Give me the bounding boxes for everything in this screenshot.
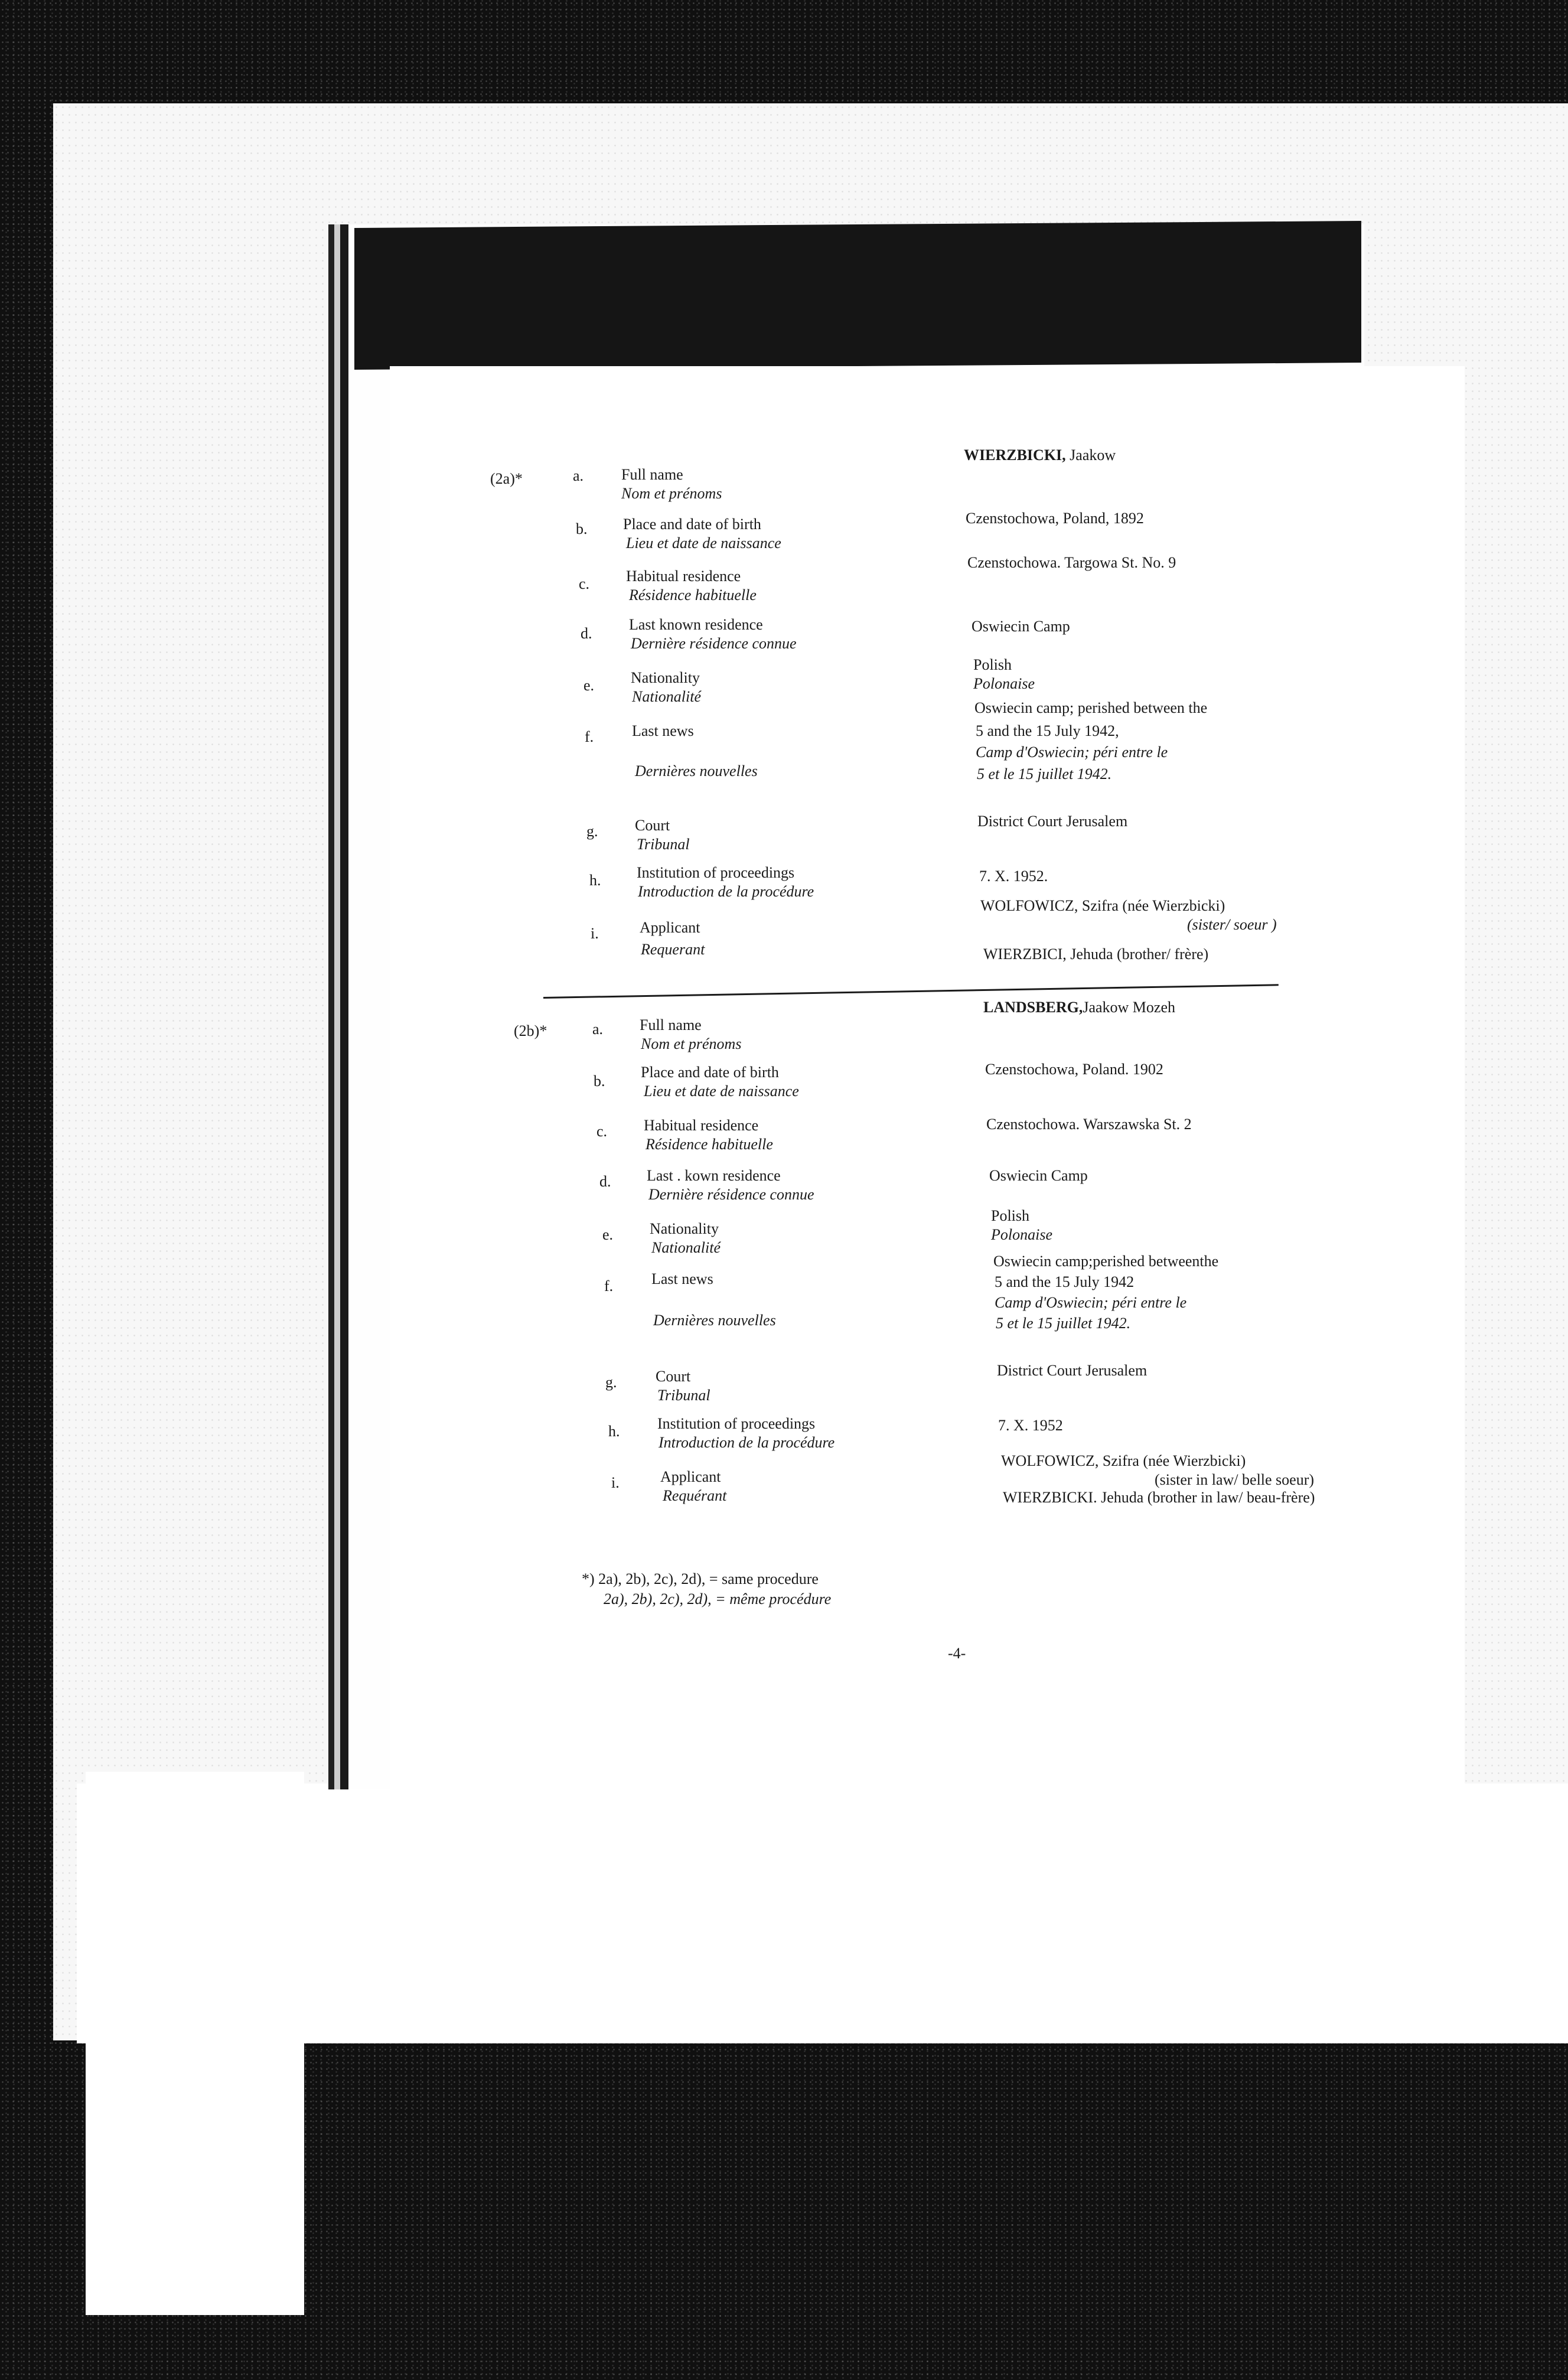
field-value-line2: 5 and the 15 July 1942, [976,722,1119,739]
row-letter: d. [599,1173,611,1190]
field-label-en: Nationality [631,669,700,686]
dark-binding-strip [354,221,1361,370]
field-label-en: Last news [651,1270,713,1287]
row-letter: b. [594,1072,605,1090]
row-letter: e. [583,677,595,694]
given-name: Jaakow [1065,446,1116,464]
section-marker: (2a)* [490,470,523,487]
row-letter: e. [602,1226,614,1243]
given-name: Jaakow Mozeh [1083,999,1176,1016]
field-value-line2: 5 and the 15 July 1942 [995,1273,1135,1290]
field-label-fr: Tribunal [657,1387,710,1404]
field-value: Oswiecin camp; perished between the [974,699,1208,716]
field-value-fr: Polonaise [973,675,1035,692]
field-label-en: Applicant [660,1468,721,1485]
field-label-en: Applicant [640,919,700,936]
field-label-fr: Résidence habituelle [646,1136,773,1153]
field-value: Czenstochowa. Warszawska St. 2 [986,1116,1192,1133]
field-value-fr: Camp d'Oswiecin; péri entre le [976,744,1168,761]
field-label-fr: Nom et prénoms [621,485,722,502]
field-value: Czenstochowa. Targowa St. No. 9 [967,554,1176,571]
field-label-en: Institution of proceedings [637,864,795,881]
lower-left-white-strip [86,1772,304,2315]
row-letter: i. [591,925,599,942]
row-letter: a. [592,1021,604,1038]
field-value: Oswiecin Camp [972,618,1070,635]
field-value-line2: (sister/ soeur ) [1187,916,1277,933]
relationship-text: (sister in law/ belle soeur) [1155,1471,1315,1488]
row-letter: g. [605,1374,617,1391]
field-value: Oswiecin Camp [989,1167,1088,1184]
field-value-fr-line2: 5 et le 15 juillet 1942. [977,765,1112,783]
field-label-en: Habitual residence [626,568,741,585]
field-label-fr: Introduction de la procédure [659,1434,835,1451]
field-label-fr: Dernières nouvelles [635,762,758,780]
field-label-fr: Tribunal [637,836,690,853]
field-value [983,998,1175,1017]
field-label-fr: Nationalité [651,1239,721,1256]
field-label-fr: Dernière résidence connue [648,1186,814,1203]
footnote-fr: 2a), 2b), 2c), 2d), = même procédure [604,1590,832,1608]
field-value: WOLFOWICZ, Szifra (née Wierzbicki) [1001,1452,1246,1469]
field-value: 7. X. 1952. [979,868,1048,885]
field-label-fr: Introduction de la procédure [638,883,814,900]
surname: WIERZBICKI, [964,446,1066,464]
field-label-en: Nationality [650,1220,719,1237]
row-letter: c. [579,575,590,592]
field-label-en: Place and date of birth [623,516,761,533]
row-letter: h. [589,872,601,889]
field-value: Czenstochowa, Poland, 1892 [966,510,1144,527]
row-letter: f. [604,1277,614,1295]
document-page [390,366,1465,1795]
field-label-en: Habitual residence [644,1117,759,1134]
field-value: Oswiecin camp;perished betweenthe [993,1253,1219,1270]
row-letter: d. [581,625,592,642]
row-letter: b. [576,520,588,537]
field-label-fr: Lieu et date de naissance [644,1083,799,1100]
field-value [964,446,1116,465]
field-value: District Court Jerusalem [977,813,1128,830]
field-value: WOLFOWICZ, Szifra (née Wierzbicki) [980,897,1225,914]
field-value-line3: WIERZBICI, Jehuda (brother/ frère) [983,946,1209,963]
field-value: Czenstochowa, Poland. 1902 [985,1061,1163,1078]
field-label-fr: Dernières nouvelles [653,1312,776,1329]
field-label-en: Court [635,817,670,834]
row-letter: i. [611,1474,620,1491]
field-label-fr: Dernière résidence connue [631,635,797,652]
row-letter: c. [596,1123,608,1140]
field-label-en: Full name [621,466,683,483]
field-value: Polish [973,656,1012,673]
field-label-fr: Nationalité [632,688,701,705]
field-label-en: Institution of proceedings [657,1415,816,1432]
field-value-line2 [1155,1471,1314,1489]
surname: LANDSBERG, [983,999,1083,1016]
field-value-fr: Camp d'Oswiecin; péri entre le [995,1294,1187,1311]
field-value: 7. X. 1952 [998,1417,1063,1434]
field-value-fr: Polonaise [991,1226,1052,1243]
field-label-fr: Résidence habituelle [629,586,757,604]
field-value: Polish [991,1207,1030,1224]
section-marker: (2b)* [514,1022,547,1039]
field-value-line3: WIERZBICKI. Jehuda (brother in law/ beau-frère) [1003,1489,1315,1506]
row-letter: h. [608,1423,620,1440]
field-label-fr: Requerant [641,941,705,958]
field-value-fr-line2: 5 et le 15 juillet 1942. [996,1315,1131,1332]
field-label-en: Last . kown residence [647,1167,781,1184]
field-label-fr: Nom et prénoms [641,1035,742,1052]
field-label-en: Full name [640,1016,702,1033]
field-label-en: Court [656,1368,691,1385]
row-letter: g. [586,823,598,840]
field-label-en: Last known residence [629,616,763,633]
row-letter: a. [573,467,584,484]
row-letter: f. [585,728,594,745]
field-label-en: Place and date of birth [641,1064,779,1081]
footnote-en: *) 2a), 2b), 2c), 2d), = same procedure [582,1570,819,1587]
field-label-en: Last news [632,722,694,739]
field-value: District Court Jerusalem [997,1362,1148,1379]
page-number: -4- [948,1645,966,1662]
field-label-fr: Requérant [663,1487,727,1504]
field-label-fr: Lieu et date de naissance [626,534,781,552]
